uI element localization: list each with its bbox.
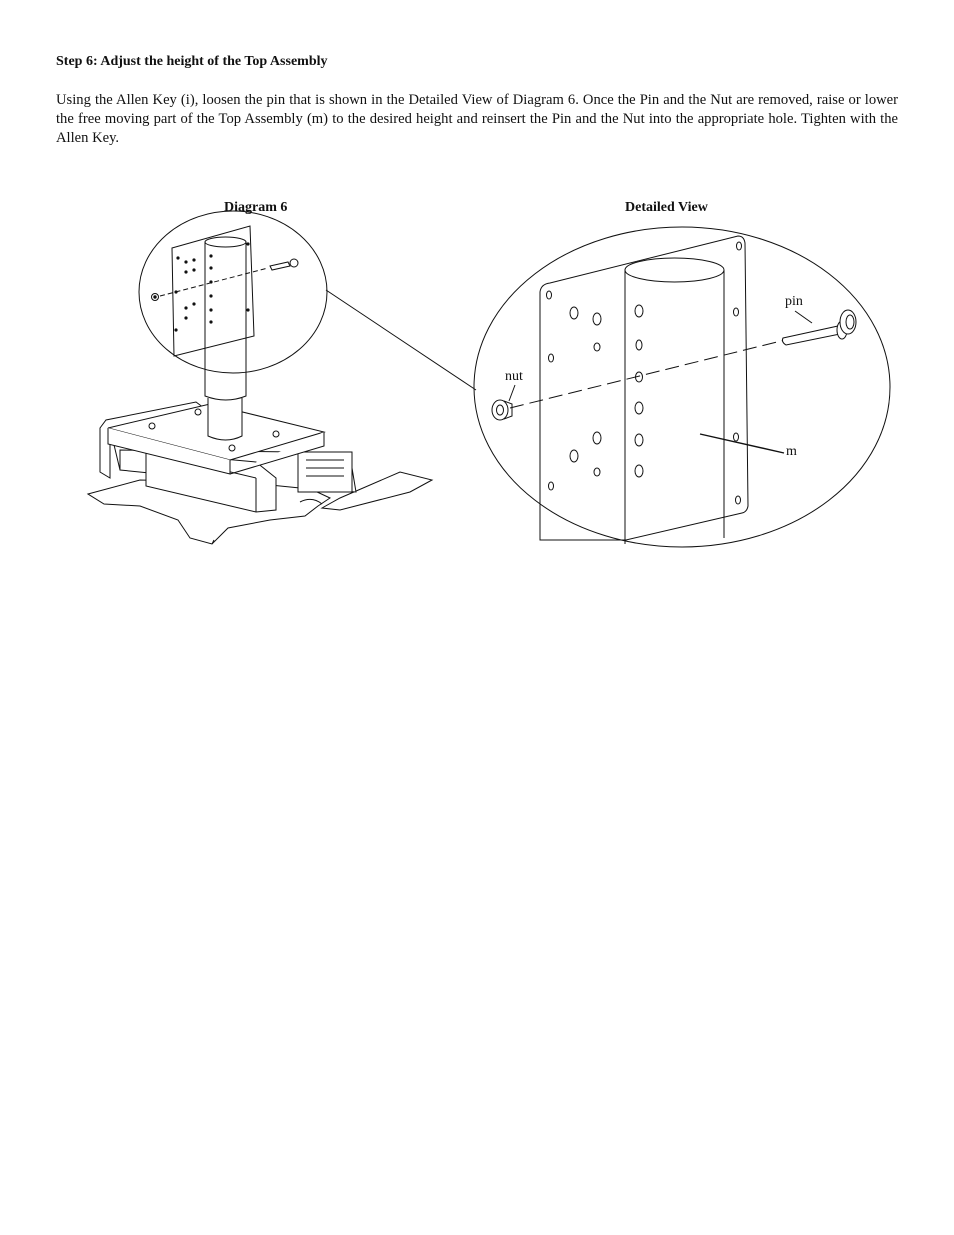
- pin-large: [782, 326, 840, 345]
- step-instructions: Using the Allen Key (i), loosen the pin that is shown in the Detailed View of Diagram 6. Once the Pin and the Nut are removed, raise or lower the free moving part of the Top Assembly (m) to the desired height and reinsert the Pin and the Nut into the appropriate hole. Tighten with the Allen Key.: [56, 92, 898, 146]
- zoom-circle-large: [474, 227, 890, 547]
- m-leader: [700, 434, 784, 453]
- mount-plate-large: [540, 236, 748, 540]
- detailed-view-caption: Detailed View: [625, 200, 708, 215]
- nut-callout: nut: [505, 369, 523, 384]
- pin-callout: pin: [785, 294, 803, 309]
- nut-large: [492, 400, 508, 420]
- diagram-6-drawing: [88, 211, 476, 544]
- pin-leader: [795, 311, 812, 323]
- post-top-large: [625, 258, 724, 282]
- rail-carriage: [298, 452, 352, 492]
- zoom-connector: [326, 290, 476, 390]
- pin-small: [270, 262, 290, 270]
- plate-holes: [547, 242, 742, 504]
- post-lower: [208, 398, 242, 440]
- detailed-view-drawing: [474, 227, 890, 547]
- m-callout: m: [786, 444, 797, 459]
- nut-leader: [509, 385, 515, 401]
- diagram-6-caption: Diagram 6: [224, 200, 288, 215]
- step-heading: Step 6: Adjust the height of the Top Assembly: [56, 54, 328, 69]
